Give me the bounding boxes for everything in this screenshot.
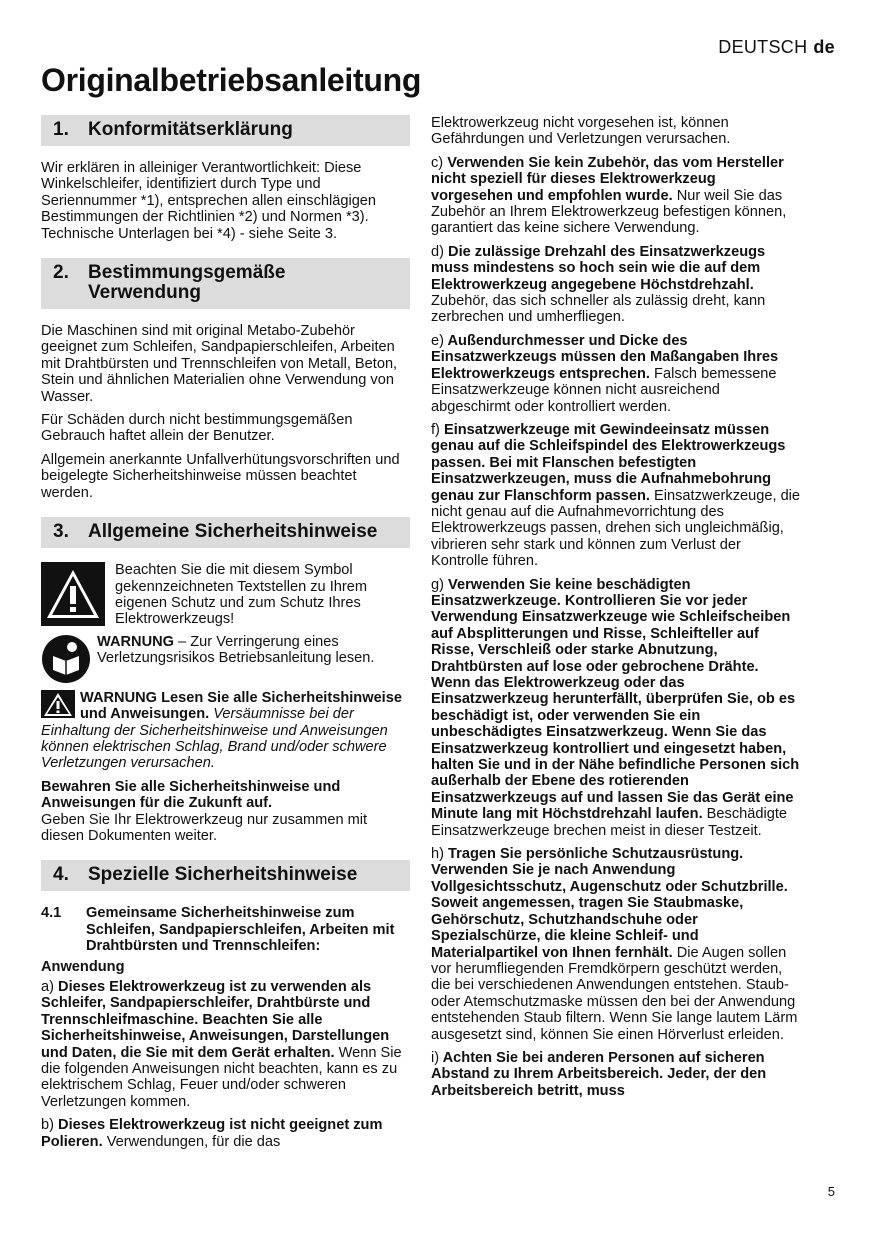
anwendung-heading: Anwendung [41, 958, 125, 975]
section-number: 1. [53, 119, 69, 140]
read-manual-icon [41, 634, 91, 684]
warning-triangle-icon [41, 562, 105, 626]
item-e [431, 333, 801, 415]
symbol-note [41, 562, 410, 628]
symbol-note-text: Beachten Sie die mit diesem Symbol gekennzeichneten Textstellen zu Ihrem eigenen Schutz und zum Schutz Ihres Elektrowerkzeugs! [115, 562, 368, 628]
keep-instructions [41, 779, 410, 845]
bold-text: Verwenden Sie keine beschädigten Einsatzwerkzeuge. Kontrollieren Sie vor jeder Verwendung Einsatzwerkzeuge wie Schleifscheiben auf Absplitterungen und Risse, Schleifteller auf Risse, Verschleiß oder starke Abnutzung, Drahtbürsten auf lose oder gebrochene Drähte. Wenn das Elektrowerkzeug oder das Einsatzwerkzeug herunterfällt, überprüfen Sie, ob es beschädigt ist, oder verwenden Sie ein unbeschädigtes Einsatzwerkzeug. Wenn Sie das Einsatzwerkzeug kontrolliert und eingesetzt haben, halten Sie und in der Nähe befindliche Personen sich außerhalb der Ebene des rotierenden Einsatzwerkzeugs auf und lassen Sie das Gerät eine Minute lang mit Höchstdrehzahl laufen. [431, 576, 800, 823]
paragraph: Wir erklären in alleiniger Verantwortlichkeit: Diese Winkelschleifer, identifiziert durch Type und Seriennummer *1), entsprechen allen einschlägigen Bestimmungen der Richtlinien *2) und Normen *3). Technische Unterlagen bei *4) - siehe Seite 3. [41, 160, 377, 242]
item-label: a) [41, 979, 54, 995]
section-title: Allgemeine Sicherheitshinweise [88, 521, 378, 543]
page-number: 5 [827, 1184, 835, 1199]
language-label [718, 37, 835, 58]
item-b [41, 1117, 410, 1150]
plain-text: Einsatzwerkzeuge, die nicht genau auf die Aufnahmevorrichtung des Elektrowerkzeugs passen, drehen sich ungleichmäßig, vibrieren sehr stark und können zum Verlust der Kontrolle führen. [431, 487, 801, 570]
section-title: Bestimmungsgemäße Verwendung [88, 262, 286, 304]
warning-label: WARNUNG Lesen Sie alle Sicherheitshinweise und Anweisungen. [80, 689, 402, 723]
item-g [431, 577, 801, 840]
warning-read-all [41, 690, 410, 772]
bold-text: Dieses Elektrowerkzeug ist zu verwenden als Schleifer, Sandpapierschleifer, Drahtbürste und Trennschleifmaschine. Beachten Sie alle Sicherheitshinweise, Anweisungen, Darstellungen und Daten, die Sie mit dem Gerät erhalten. [41, 979, 390, 1061]
item-label: i) [431, 1049, 440, 1066]
subsection-title: Gemeinsame Sicherheitshinweise zum Schleifen, Sandpapierschleifen, Arbeiten mit Drahtbürsten und Trennschleifen: [86, 905, 395, 955]
right-column [431, 115, 801, 1106]
item-i [431, 1050, 801, 1099]
bold-text: Tragen Sie persönliche Schutzausrüstung. Verwenden Sie je nach Anwendung Vollgesichtsschutz, Augenschutz oder Schutzbrille. Soweit angemessen, tragen Sie Staubmaske, Gehörschutz, Schutzhandschuhe oder Spezialschürze, die kleine Schleif- und Materialpartikel von Ihnen fernhält. [431, 846, 788, 961]
section-4-heading [41, 860, 410, 891]
item-f [431, 422, 801, 570]
item-c [431, 155, 801, 237]
plain-text: Die Augen sollen vor herumfliegenden Fremdkörpern geschützt werden, die bei verschiedenen Anwendungen entstehen. Staub- oder Atemschutzmaske müssen den bei der Anwendung entstehenden Staub filtern. Wenn Sie lange lautem Lärm ausgesetzt sind, können Sie einen Hörverlust erleiden. [431, 944, 798, 1043]
plain-text: Falsch bemessene Einsatzwerkzeuge können nicht ausreichend abgeschirmt oder kontrolliert werden. [431, 365, 777, 415]
item-h [431, 846, 801, 1043]
language-code: de [813, 37, 835, 57]
item-label: e) [431, 332, 444, 349]
plain-text: Zubehör, das sich schneller als zulässig dreht, kann zerbrechen und umherfliegen. [431, 293, 766, 326]
item-label: g) [431, 576, 444, 593]
section-3-heading [41, 517, 410, 548]
bold-text: Achten Sie bei anderen Personen auf sicheren Abstand zu Ihrem Arbeitsbereich. Jeder, der den Arbeitsbereich betritt, muss [431, 1049, 767, 1099]
item-label: c) [431, 154, 444, 171]
left-column [41, 115, 410, 1157]
section-2-heading [41, 258, 410, 309]
section-title: Konformitätserklärung [88, 119, 293, 140]
bold-text: Außendurchmesser und Dicke des Einsatzwerkzeugs müssen den Maßangaben Ihres Elektrowerkzeugs entsprechen. [431, 332, 779, 382]
section-number: 2. [53, 262, 69, 284]
plain-text: Beschädigte Einsatzwerkzeuge brechen meist in dieser Testzeit. [431, 806, 788, 839]
paragraph: Die Maschinen sind mit original Metabo-Zubehör geeignet zum Schleifen, Sandpapierschleifen, Arbeiten mit Drahtbürsten und Trennschleifen von Metall, Beton, Stein und ähnlichen Materialien ohne Verwendung von Wasser. [41, 323, 398, 405]
subsection-4-1 [41, 905, 410, 954]
plain-text: Geben Sie Ihr Elektrowerkzeug nur zusammen mit diesen Dokumenten weiter. [41, 811, 368, 844]
paragraph: Für Schäden durch nicht bestimmungsgemäßen Gebrauch haftet allein der Benutzer. [41, 412, 353, 445]
bold-text: Die zulässige Drehzahl des Einsatzwerkzeugs muss mindestens so hoch sein wie die auf dem Elektrowerkzeug angegebene Höchstdrehzahl. [431, 243, 766, 293]
item-d [431, 244, 801, 326]
item-a [41, 979, 410, 1110]
bold-text: Einsatzwerkzeuge mit Gewindeeinsatz müssen genau auf die Schleifspindel des Elektrowerkzeugs passen. Bei mit Flanschen befestigten Einsatzwerkzeugen, muss die Aufnahmebohrung genau zur Flanschform passen. [431, 421, 786, 504]
item-label: b) [41, 1117, 54, 1134]
plain-text: Nur weil Sie das Zubehör an Ihrem Elektrowerkzeug befestigen können, garantiert das keine sichere Verwendung. [431, 187, 787, 237]
section-number: 3. [53, 521, 69, 543]
bold-text: Dieses Elektrowerkzeug ist nicht geeignet zum Polieren. [41, 1117, 383, 1150]
section-title: Spezielle Sicherheitshinweise [88, 864, 358, 886]
plain-text: Verwendungen, für die das [102, 1133, 281, 1150]
small-warning-icon [41, 690, 75, 718]
section-number: 4. [53, 864, 69, 886]
plain-text: Wenn Sie die folgenden Anweisungen nicht beachten, kann es zu elektrischem Schlag, Feuer und/oder schweren Verletzungen kommen. [41, 1044, 402, 1110]
warning-text: – Zur Verringerung eines Verletzungsrisikos Betriebsanleitung lesen. [97, 633, 375, 667]
page-title: Originalbetriebsanleitung [41, 62, 422, 98]
paragraph: Allgemein anerkannte Unfallverhütungsvorschriften und beigelegte Sicherheitshinweise müssen beachtet werden. [41, 451, 400, 501]
bold-text: Bewahren Sie alle Sicherheitshinweise und Anweisungen für die Zukunft auf. [41, 778, 341, 812]
warning-italic-text: Versäumnisse bei der Einhaltung der Sicherheitshinweise und Anweisungen können elektrischen Schlag, Brand und/oder schwere Verletzungen verursachen. [41, 706, 388, 772]
item-label: f) [431, 421, 440, 438]
subsection-number: 4.1 [41, 905, 62, 922]
continuation-text: Elektrowerkzeug nicht vorgesehen ist, können Gefährdungen und Verletzungen verursachen. [431, 115, 731, 148]
item-label: d) [431, 243, 444, 260]
language-text: DEUTSCH [718, 37, 808, 57]
read-manual-note [41, 634, 410, 684]
warning-label: WARNUNG [97, 633, 175, 650]
bold-text: Verwenden Sie kein Zubehör, das vom Hersteller nicht speziell für dieses Elektrowerkzeug vorgesehen und empfohlen wurde. [431, 154, 784, 204]
section-1-heading [41, 115, 410, 146]
item-label: h) [431, 846, 444, 863]
